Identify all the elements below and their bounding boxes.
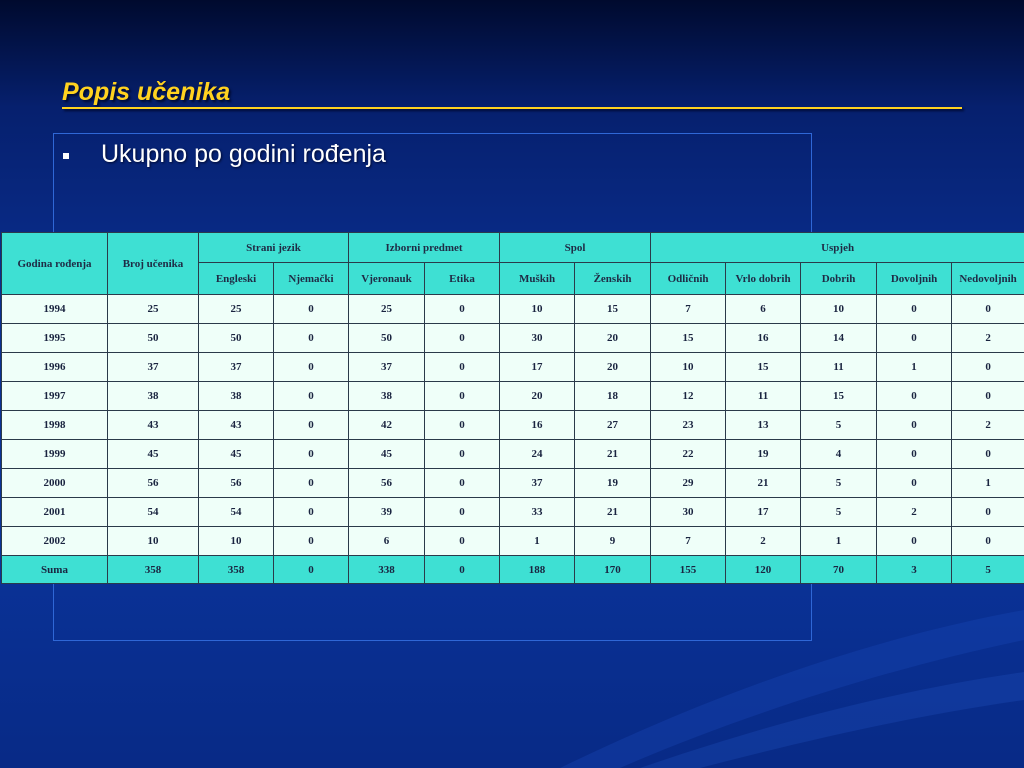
sum-cell: 120: [726, 556, 801, 584]
header-success: Uspjeh: [651, 233, 1024, 263]
table-row: [2, 353, 1024, 382]
table-cell: 0: [274, 382, 349, 411]
table-cell: 42: [349, 411, 425, 440]
table-cell: 1: [952, 469, 1024, 498]
table-cell: 5: [801, 498, 877, 527]
sum-cell: 358: [108, 556, 199, 584]
table-cell: 21: [726, 469, 801, 498]
table-row: [2, 295, 1024, 324]
table-cell: 37: [199, 353, 274, 382]
table-cell: 5: [801, 411, 877, 440]
bullet-item: [63, 140, 386, 169]
table-cell: 0: [425, 469, 500, 498]
table-cell: 0: [952, 295, 1024, 324]
table-cell: 24: [500, 440, 575, 469]
table-row: [2, 527, 1024, 556]
table-cell: 15: [726, 353, 801, 382]
sum-label-cell: Suma: [2, 556, 108, 584]
table-cell: 27: [575, 411, 651, 440]
sum-cell: 5: [952, 556, 1024, 584]
table-cell: 0: [425, 295, 500, 324]
table-cell: 38: [199, 382, 274, 411]
row-year-cell: 1995: [2, 324, 108, 353]
table-cell: 21: [575, 498, 651, 527]
table-cell: 18: [575, 382, 651, 411]
table-cell: 20: [500, 382, 575, 411]
table-cell: 0: [425, 527, 500, 556]
row-year-cell: 1994: [2, 295, 108, 324]
table-cell: 5: [801, 469, 877, 498]
header-religion: Vjeronauk: [349, 263, 425, 295]
table-cell: 17: [500, 353, 575, 382]
header-count: Broj učenika: [108, 233, 199, 295]
table-cell: 0: [952, 382, 1024, 411]
table-cell: 0: [425, 411, 500, 440]
header-insufficient: Nedovoljnih: [952, 263, 1024, 295]
header-female: Ženskih: [575, 263, 651, 295]
table-cell: 6: [726, 295, 801, 324]
sum-cell: 188: [500, 556, 575, 584]
sum-cell: 3: [877, 556, 952, 584]
table-cell: 7: [651, 295, 726, 324]
table-cell: 2: [877, 498, 952, 527]
table-cell: 19: [726, 440, 801, 469]
table-cell: 50: [199, 324, 274, 353]
table-cell: 4: [801, 440, 877, 469]
table-cell: 38: [108, 382, 199, 411]
row-year-cell: 1998: [2, 411, 108, 440]
row-year-cell: 2001: [2, 498, 108, 527]
table-row: [2, 382, 1024, 411]
slide-title: Popis učenika: [62, 78, 231, 106]
table-cell: 0: [274, 295, 349, 324]
table-cell: 14: [801, 324, 877, 353]
students-table: [1, 232, 1024, 584]
sum-cell: 70: [801, 556, 877, 584]
header-german: Njemački: [274, 263, 349, 295]
table-cell: 11: [801, 353, 877, 382]
table-cell: 0: [425, 498, 500, 527]
table-cell: 10: [500, 295, 575, 324]
table-cell: 0: [952, 527, 1024, 556]
title-underline: [62, 107, 962, 109]
table-body: [2, 295, 1024, 584]
table-cell: 0: [274, 411, 349, 440]
square-bullet-icon: [63, 153, 69, 159]
table-cell: 56: [199, 469, 274, 498]
header-male: Muških: [500, 263, 575, 295]
table-cell: 15: [801, 382, 877, 411]
table-cell: 12: [651, 382, 726, 411]
table-row: [2, 440, 1024, 469]
table-cell: 17: [726, 498, 801, 527]
table-cell: 21: [575, 440, 651, 469]
table-cell: 7: [651, 527, 726, 556]
table-cell: 54: [108, 498, 199, 527]
header-good: Dobrih: [801, 263, 877, 295]
table-cell: 29: [651, 469, 726, 498]
table-header: [2, 233, 1024, 295]
table-cell: 0: [952, 353, 1024, 382]
table-cell: 1: [877, 353, 952, 382]
header-elective: Izborni predmet: [349, 233, 500, 263]
table-cell: 0: [425, 353, 500, 382]
table-cell: 2: [952, 411, 1024, 440]
table-cell: 1: [500, 527, 575, 556]
table-cell: 0: [952, 440, 1024, 469]
table-cell: 20: [575, 353, 651, 382]
row-year-cell: 2000: [2, 469, 108, 498]
table-cell: 0: [877, 411, 952, 440]
table-cell: 2: [952, 324, 1024, 353]
table-cell: 0: [274, 324, 349, 353]
table-cell: 0: [274, 469, 349, 498]
table-cell: 0: [274, 498, 349, 527]
table-cell: 10: [199, 527, 274, 556]
table-cell: 22: [651, 440, 726, 469]
table-cell: 0: [877, 382, 952, 411]
table-cell: 45: [108, 440, 199, 469]
table-cell: 6: [349, 527, 425, 556]
table-cell: 15: [651, 324, 726, 353]
table-cell: 37: [500, 469, 575, 498]
table-cell: 10: [651, 353, 726, 382]
table-cell: 50: [349, 324, 425, 353]
table-cell: 15: [575, 295, 651, 324]
table-cell: 19: [575, 469, 651, 498]
table-row: [2, 411, 1024, 440]
table-cell: 9: [575, 527, 651, 556]
table-cell: 0: [274, 440, 349, 469]
row-year-cell: 1997: [2, 382, 108, 411]
table-cell: 11: [726, 382, 801, 411]
header-english: Engleski: [199, 263, 274, 295]
table-cell: 16: [726, 324, 801, 353]
table-cell: 43: [108, 411, 199, 440]
table-cell: 54: [199, 498, 274, 527]
table-cell: 25: [108, 295, 199, 324]
table-cell: 10: [108, 527, 199, 556]
sum-cell: 155: [651, 556, 726, 584]
table-cell: 23: [651, 411, 726, 440]
header-gender: Spol: [500, 233, 651, 263]
table-cell: 39: [349, 498, 425, 527]
table-cell: 0: [425, 324, 500, 353]
bullet-text: Ukupno po godini rođenja: [101, 140, 386, 168]
header-sufficient: Dovoljnih: [877, 263, 952, 295]
header-year: Godina rođenja: [2, 233, 108, 295]
table-cell: 1: [801, 527, 877, 556]
sum-cell: 358: [199, 556, 274, 584]
row-year-cell: 1999: [2, 440, 108, 469]
table-cell: 0: [425, 440, 500, 469]
table-cell: 0: [274, 527, 349, 556]
table-cell: 0: [274, 353, 349, 382]
table-row: [2, 469, 1024, 498]
header-excellent: Odličnih: [651, 263, 726, 295]
sum-cell: 0: [425, 556, 500, 584]
sum-cell: 338: [349, 556, 425, 584]
table-cell: 0: [425, 382, 500, 411]
sum-row: [2, 556, 1024, 584]
header-ethics: Etika: [425, 263, 500, 295]
table-cell: 25: [199, 295, 274, 324]
table-cell: 50: [108, 324, 199, 353]
sum-cell: 0: [274, 556, 349, 584]
header-foreign-language: Strani jezik: [199, 233, 349, 263]
table-cell: 0: [877, 295, 952, 324]
row-year-cell: 2002: [2, 527, 108, 556]
sum-cell: 170: [575, 556, 651, 584]
header-very-good: Vrlo dobrih: [726, 263, 801, 295]
table-cell: 25: [349, 295, 425, 324]
table-cell: 45: [349, 440, 425, 469]
table-cell: 20: [575, 324, 651, 353]
table-cell: 30: [500, 324, 575, 353]
table-cell: 56: [108, 469, 199, 498]
table-cell: 43: [199, 411, 274, 440]
table-cell: 0: [952, 498, 1024, 527]
table-cell: 37: [349, 353, 425, 382]
table-cell: 13: [726, 411, 801, 440]
table-cell: 0: [877, 469, 952, 498]
table-row: [2, 498, 1024, 527]
table-cell: 56: [349, 469, 425, 498]
table-cell: 33: [500, 498, 575, 527]
table-cell: 0: [877, 527, 952, 556]
table-cell: 45: [199, 440, 274, 469]
table-cell: 38: [349, 382, 425, 411]
table-cell: 10: [801, 295, 877, 324]
table-cell: 30: [651, 498, 726, 527]
table-cell: 0: [877, 324, 952, 353]
table-cell: 2: [726, 527, 801, 556]
table-cell: 0: [877, 440, 952, 469]
table-cell: 16: [500, 411, 575, 440]
row-year-cell: 1996: [2, 353, 108, 382]
table-cell: 37: [108, 353, 199, 382]
table-row: [2, 324, 1024, 353]
